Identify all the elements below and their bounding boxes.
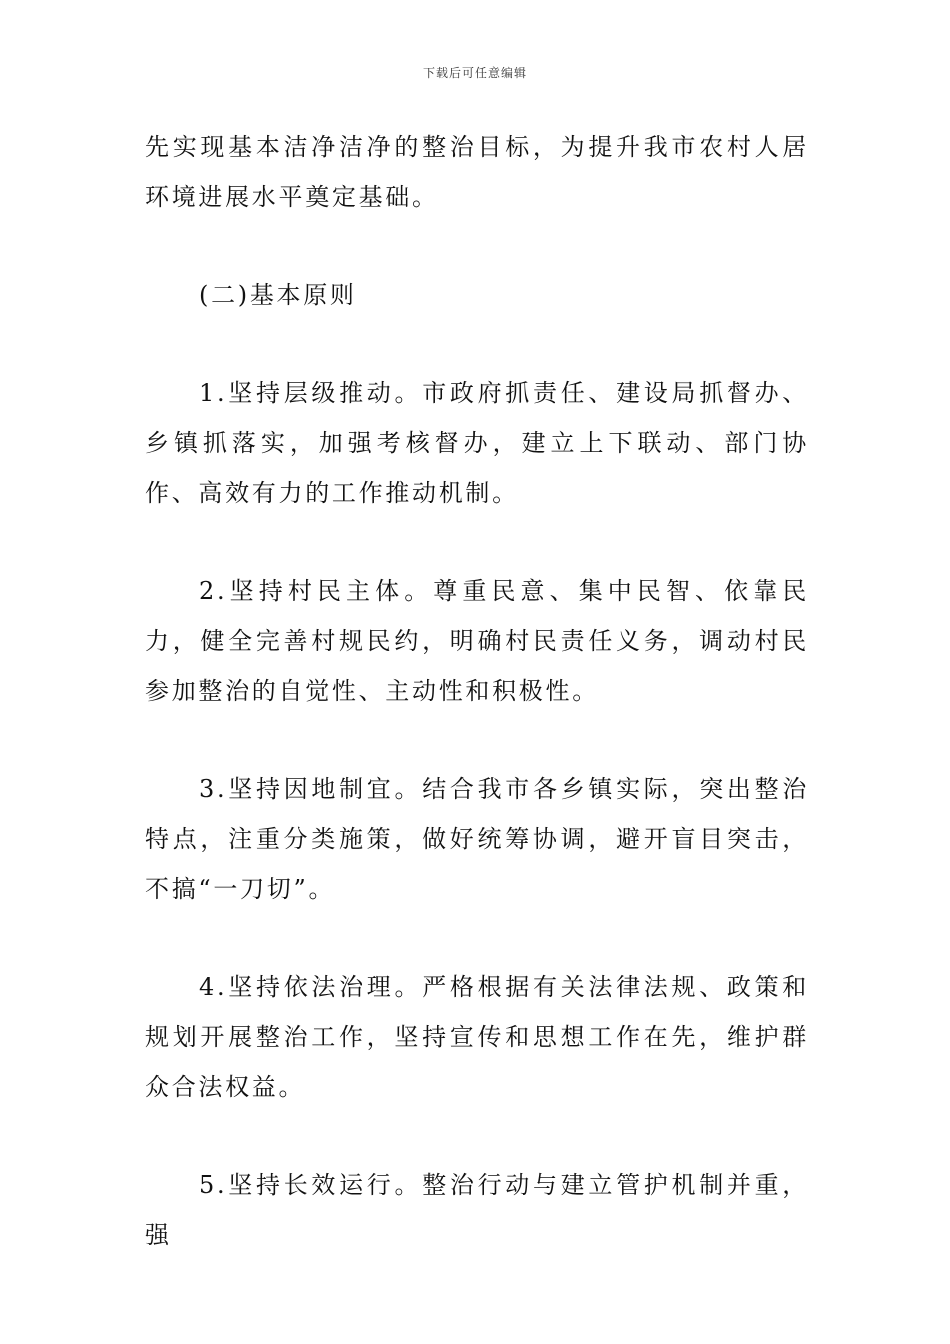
paragraph-line: 境进展水平奠定基础。: [171, 183, 439, 211]
paragraph-principle-3: [145, 764, 809, 914]
paragraph-principle-1: [145, 368, 809, 518]
paragraph-line: “一刀切”。: [198, 875, 336, 903]
paragraph-line: 2.坚持村民主体。尊重民意、集中民智、依靠民力，: [145, 577, 809, 655]
paragraph-line: 镇抓落实，加强考核督办，建立上下联动、部门协作、高: [145, 429, 809, 507]
paragraph-principle-2: [145, 566, 809, 716]
paragraph-line: (二)基本原则: [199, 281, 357, 309]
paragraph-line: 4.坚持依法治理。严格根据有关法律法规、政策和规: [145, 973, 809, 1051]
paragraph-line: 先实现基本洁净洁净的整治目标，为提升我市农村人居环: [145, 133, 809, 211]
paragraph-line: 1.坚持层级推动。市政府抓责任、建设局抓督办、乡: [145, 379, 809, 457]
paragraph-line: 健全完善村规民约，明确村民责任义务，调动村民参加整: [145, 627, 809, 705]
paragraph-line: 3.坚持因地制宜。结合我市各乡镇实际，突出整治特: [145, 775, 809, 853]
paragraph-line: 治的自觉性、主动性和积极性。: [225, 677, 599, 705]
paragraph-line: 5.坚持长效运行。整治行动与建立管护机制并重，强: [145, 1171, 809, 1249]
paragraph-goal: [145, 122, 809, 222]
paragraph-line: 法权益。: [198, 1073, 306, 1101]
paragraph-principle-4: [145, 962, 809, 1112]
paragraph-principle-5: [145, 1160, 809, 1260]
paragraph-line: 划开展整治工作，坚持宣传和思想工作在先，维护群众合: [145, 1023, 809, 1101]
paragraph-line: 点，注重分类施策，做好统筹协调，避开盲目突击，不搞: [145, 825, 809, 903]
document-body: [145, 122, 809, 1308]
section-heading-basic-principles: [145, 270, 809, 320]
paragraph-line: 效有力的工作推动机制。: [225, 479, 519, 507]
page-header-note: 下载后可任意编辑: [422, 66, 527, 80]
